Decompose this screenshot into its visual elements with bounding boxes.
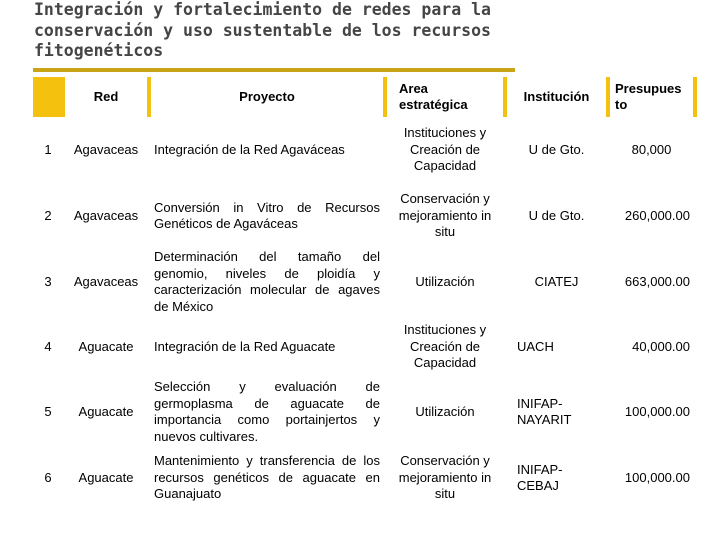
table-row xyxy=(33,117,695,183)
row-area: Utilización xyxy=(415,273,475,289)
title-line-1: Integración y fortalecimiento de redes para la xyxy=(34,0,491,19)
row-proyecto: Integración de la Red Agaváceas xyxy=(154,141,345,157)
row-num: 6 xyxy=(44,469,52,485)
header-area-line2: estratégica xyxy=(399,97,468,112)
row-num: 3 xyxy=(44,273,52,289)
header-presupuesto xyxy=(608,77,695,117)
row-presupuesto: 260,000.00 xyxy=(624,207,690,223)
page-title xyxy=(34,0,594,62)
title-line-2: conservación y uso sustentable de los recursos xyxy=(34,20,491,40)
row-area: Conservación y mejoramiento in situ xyxy=(398,453,492,502)
header-area xyxy=(385,77,505,117)
row-red: Agavaceas xyxy=(73,141,139,157)
header-area-line1: Area xyxy=(399,80,428,96)
row-red: Agavaceas xyxy=(73,207,139,223)
row-red: Agavaceas xyxy=(73,273,139,289)
row-presupuesto: 100,000.00 xyxy=(624,403,690,419)
row-proyecto: Conversión in Vitro de Recursos Genéticos de Agaváceas xyxy=(154,199,380,231)
projects-table xyxy=(33,77,697,511)
row-red: Aguacate xyxy=(78,338,134,354)
row-institucion: U de Gto. xyxy=(528,141,585,157)
row-num: 2 xyxy=(44,207,52,223)
row-proyecto: Determinación del tamaño del genomio, niveles de ploidía y caracterización molecular de agaves de México xyxy=(154,249,380,314)
row-area: Instituciones y Creación de Capacidad xyxy=(403,322,487,371)
header-proyecto: Proyecto xyxy=(149,77,385,117)
row-institucion: U de Gto. xyxy=(528,207,585,223)
row-proyecto: Integración de la Red Aguacate xyxy=(154,338,336,354)
row-num: 4 xyxy=(44,338,52,354)
row-presupuesto: 100,000.00 xyxy=(624,469,690,485)
table-row xyxy=(33,315,695,379)
header-institucion: Institución xyxy=(505,77,608,117)
row-institucion: UACH xyxy=(517,338,554,354)
row-area: Conservación y mejoramiento in situ xyxy=(398,191,492,240)
table-row xyxy=(33,249,695,315)
row-proyecto: Selección y evaluación de germoplasma de aguacate de importancia como portainjertos y nuevos cultivares. xyxy=(154,379,380,444)
row-red: Aguacate xyxy=(78,469,134,485)
header-red: Red xyxy=(63,77,149,117)
title-underline xyxy=(33,68,515,72)
table-row xyxy=(33,445,695,511)
header-presupuesto-line2: to xyxy=(615,97,628,112)
row-area: Instituciones y Creación de Capacidad xyxy=(403,125,487,174)
header-presupuesto-line1: Presupues xyxy=(615,80,682,96)
row-institucion: CIATEJ xyxy=(534,273,579,289)
row-red: Aguacate xyxy=(78,403,134,419)
row-presupuesto: 40,000.00 xyxy=(632,338,690,354)
row-num: 1 xyxy=(44,141,52,157)
header-num xyxy=(33,77,63,117)
title-line-3: fitogenéticos xyxy=(34,41,164,60)
row-institucion: INIFAP-CEBAJ xyxy=(517,461,563,493)
table-row xyxy=(33,183,695,249)
row-num: 5 xyxy=(44,403,52,419)
row-institucion: INIFAP-NAYARIT xyxy=(517,395,572,427)
row-presupuesto: 663,000.00 xyxy=(624,273,690,289)
table-header-row xyxy=(33,77,695,117)
row-area: Utilización xyxy=(415,403,475,419)
row-presupuesto: 80,000 xyxy=(631,141,672,157)
table-row xyxy=(33,379,695,445)
row-proyecto: Mantenimiento y transferencia de los recursos genéticos de aguacate en Guanajuato xyxy=(154,453,380,502)
